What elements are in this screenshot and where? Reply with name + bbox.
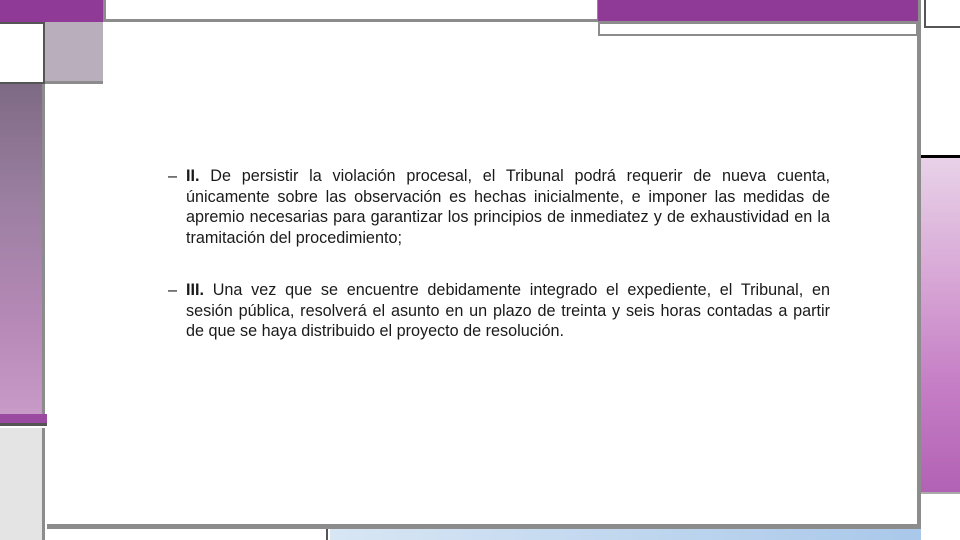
item-number: II. [186,167,211,185]
dash-marker: – [168,167,178,185]
top-left-purple-block [0,0,103,22]
dash-marker: – [168,281,178,299]
left-mauve-block [45,22,103,84]
slide-body [168,166,830,342]
list-item [168,280,830,342]
main-frame-right-border [917,24,921,528]
right-gradient-column [921,158,960,492]
item-number: III. [186,281,213,299]
top-right-frame-strip [598,24,918,36]
list-item [168,166,830,248]
left-purple-bar [0,414,47,426]
bottom-left-block [47,529,328,540]
left-white-block [0,22,45,84]
top-right-corner-box [924,0,960,28]
item-text: De persistir la violación procesal, el Tribunal podrá requerir de nueva cuenta, únicamente sobre las observación es hechas inicialmente, e imponer las medidas de apremio necesarias para garantizar los principios de inmediatez y de exhaustividad en la tramitación del procedimiento; [186,167,830,247]
left-gradient-column [0,84,45,414]
bottom-blue-band [330,529,921,540]
top-frame-strip [103,0,600,22]
top-right-purple-block [598,0,918,24]
item-text: Una vez que se encuentre debidamente integrado el expediente, el Tribunal, en sesión pública, resolverá el asunto en un plazo de treinta y seis horas contadas a partir de que se haya distribuido el proyecto de resolución. [186,281,830,340]
right-bottom-block [921,492,960,540]
left-grey-block [0,428,45,540]
